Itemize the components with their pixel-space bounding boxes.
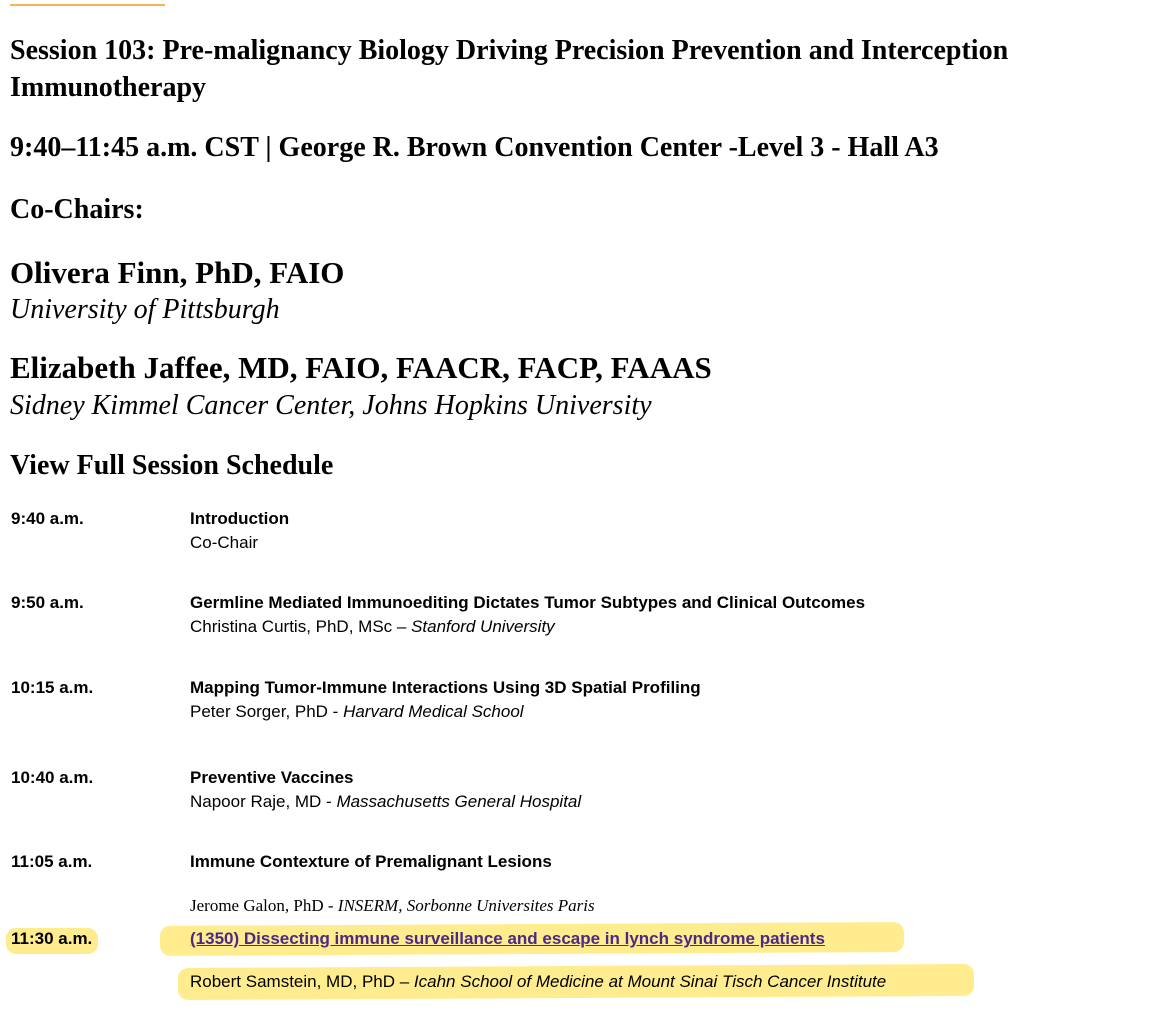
- co-chair-affiliation-1: University of Pittsburgh: [10, 294, 280, 325]
- talk-title: Mapping Tumor-Immune Interactions Using 3D Spatial Profiling: [190, 678, 701, 697]
- talk-speaker: [190, 532, 258, 554]
- talk-title: Introduction: [190, 509, 290, 528]
- talk-speaker: [190, 616, 555, 638]
- speaker-affiliation: Massachusetts General Hospital: [336, 792, 582, 811]
- session-time-location: 9:40–11:45 a.m. CST | George R. Brown Convention Center -Level 3 - Hall A3: [10, 132, 939, 163]
- speaker-name: Christina Curtis, PhD, MSc –: [190, 617, 412, 636]
- talk-title: Immune Contexture of Premalignant Lesions: [190, 852, 552, 871]
- talk-title: Preventive Vaccines: [190, 768, 354, 787]
- schedule-time: 10:40 a.m.: [11, 768, 94, 787]
- speaker-name: Co-Chair: [190, 533, 259, 552]
- talk-speaker: [190, 971, 886, 993]
- speaker-name: Robert Samstein, MD, PhD –: [190, 972, 414, 991]
- talk-speaker: [190, 701, 524, 723]
- schedule-time: 9:40 a.m.: [11, 509, 84, 528]
- co-chairs-heading: Co-Chairs:: [10, 194, 144, 225]
- speaker-affiliation: Harvard Medical School: [343, 702, 524, 721]
- speaker-name: Jerome Galon, PhD -: [190, 896, 338, 915]
- talk-speaker: [190, 895, 595, 917]
- speaker-name: Peter Sorger, PhD -: [190, 702, 344, 721]
- speaker-name: Napoor Raje, MD -: [190, 792, 337, 811]
- co-chair-name-2: Elizabeth Jaffee, MD, FAIO, FAACR, FACP, FAAAS: [10, 350, 712, 385]
- view-full-schedule-link[interactable]: View Full Session Schedule: [10, 450, 334, 481]
- talk-title: Germline Mediated Immunoediting Dictates Tumor Subtypes and Clinical Outcomes: [190, 593, 866, 612]
- schedule-time: 11:05 a.m.: [11, 852, 93, 871]
- schedule-time: 11:30 a.m.: [11, 929, 93, 948]
- session-title: Session 103: Pre-malignancy Biology Driving Precision Prevention and Interception Immunotherapy: [10, 35, 1009, 103]
- schedule-time: 10:15 a.m.: [11, 678, 94, 697]
- talk-title-link[interactable]: (1350) Dissecting immune surveillance and escape in lynch syndrome patients: [190, 929, 825, 948]
- speaker-affiliation: INSERM, Sorbonne Universites Paris: [337, 896, 595, 915]
- schedule-time: 9:50 a.m.: [11, 593, 84, 612]
- top-accent-divider: [10, 4, 165, 6]
- talk-speaker: [190, 791, 581, 813]
- co-chair-affiliation-2: Sidney Kimmel Cancer Center, Johns Hopkins University: [10, 390, 652, 421]
- speaker-affiliation: Icahn School of Medicine at Mount Sinai Tisch Cancer Institute: [413, 972, 887, 991]
- speaker-affiliation: Stanford University: [411, 617, 555, 636]
- co-chair-name-1: Olivera Finn, PhD, FAIO: [10, 255, 345, 290]
